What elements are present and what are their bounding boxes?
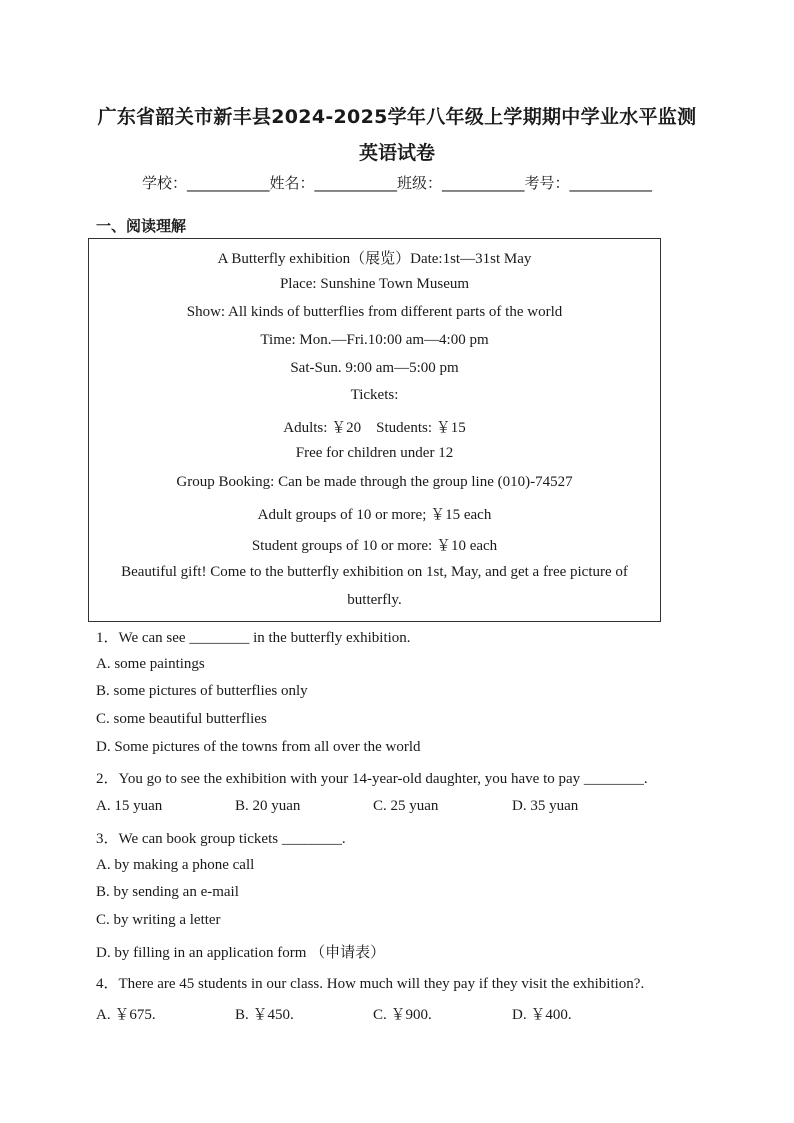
exam-title: 广东省韶关市新丰县2024-2025学年八年级上学期期中学业水平监测	[97, 106, 697, 128]
notice-line: A Butterfly exhibition（展览）Date:1st—31st May	[217, 251, 532, 267]
notice-line: Adult groups of 10 or more; ￥15 each	[257, 507, 492, 523]
notice-line: Place: Sunshine Town Museum	[279, 276, 470, 292]
exhibition-notice-box	[88, 238, 661, 622]
question-stem: 3．We can book group tickets ________.	[96, 831, 346, 847]
option-c: C. ￥900.	[373, 1007, 432, 1023]
option-a: A. 15 yuan	[96, 798, 163, 814]
option-c: C. by writing a letter	[96, 912, 221, 928]
option-a: A. ￥675.	[96, 1007, 156, 1023]
option-d: D. ￥400.	[512, 1007, 572, 1023]
option-b: B. 20 yuan	[235, 798, 301, 814]
notice-line: Free for children under 12	[295, 445, 454, 461]
student-info-line: 学校：___________姓名：___________班级：___________考号：___________	[141, 174, 652, 192]
option-c: C. 25 yuan	[373, 798, 439, 814]
notice-line: Time: Mon.—Fri.10:00 am—4:00 pm	[260, 332, 489, 348]
notice-line: butterfly.	[347, 592, 402, 608]
option-d: D. by filling in an application form （申请表）	[96, 945, 386, 961]
notice-line: Group Booking: Can be made through the group line (010)-74527	[176, 474, 573, 490]
notice-line: Student groups of 10 or more: ￥10 each	[251, 538, 498, 554]
notice-line: Beautiful gift! Come to the butterfly exhibition on 1st, May, and get a free picture of	[121, 564, 628, 580]
option-b: B. ￥450.	[235, 1007, 294, 1023]
option-b: B. by sending an e-mail	[96, 884, 239, 900]
option-a: A. by making a phone call	[96, 857, 255, 873]
notice-line: Show: All kinds of butterflies from different parts of the world	[186, 304, 563, 320]
section-heading: 一、阅读理解	[96, 217, 187, 235]
option-c: C. some beautiful butterflies	[96, 711, 267, 727]
exam-subtitle: 英语试卷	[358, 142, 435, 164]
option-a: A. some paintings	[96, 656, 205, 672]
option-d: D. 35 yuan	[512, 798, 579, 814]
notice-line: Tickets:	[350, 387, 399, 403]
option-d: D. Some pictures of the towns from all over the world	[96, 739, 421, 755]
option-b: B. some pictures of butterflies only	[96, 683, 308, 699]
question-stem: 2．You go to see the exhibition with your 14-year-old daughter, you have to pay ________.	[96, 771, 648, 787]
question-stem: 1．We can see ________ in the butterfly exhibition.	[96, 630, 411, 646]
notice-line: Adults: ￥20 Students: ￥15	[283, 420, 466, 436]
question-stem: 4．There are 45 students in our class. How much will they pay if they visit the exhibition?.	[96, 976, 645, 992]
notice-line: Sat-Sun. 9:00 am—5:00 pm	[290, 360, 459, 376]
